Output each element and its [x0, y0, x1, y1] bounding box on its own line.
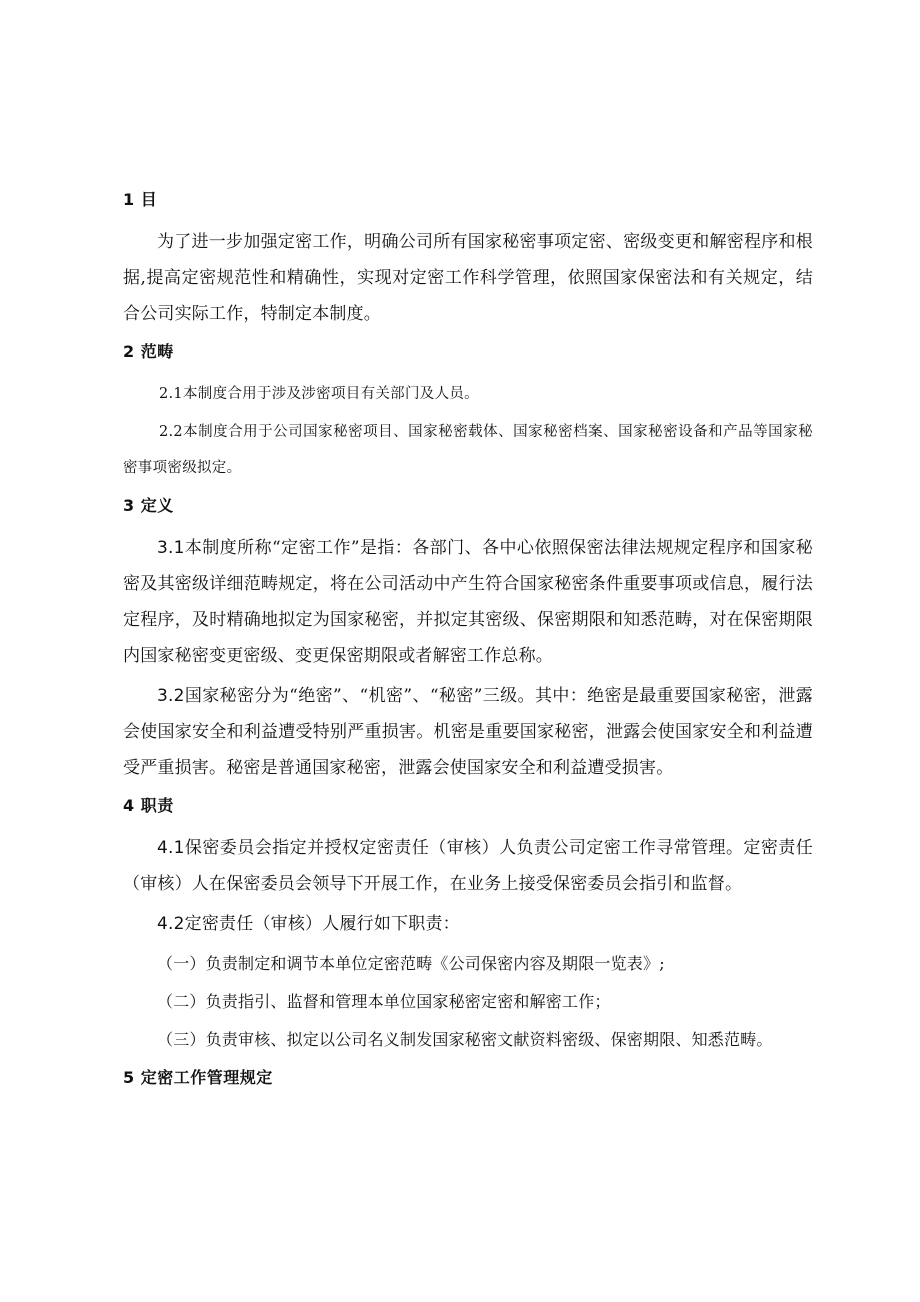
- section-4-heading: 4 职责: [123, 796, 174, 815]
- duty-item-1: （一）负责制定和调节本单位定密范畴《公司保密内容及期限一览表》;: [157, 954, 665, 973]
- clause-number-2-1: 2.1: [159, 386, 183, 402]
- clause-number-2-2: 2.2: [159, 424, 183, 440]
- section-1-paragraph: 为了进一步加强定密工作，明确公司所有国家秘密事项定密、密级变更和解密程序和根据,提高定密规范性和精确性，实现对定密工作科学管理，依照国家保密法和有关规定，结合公司实际工作，特制定本制度。: [123, 232, 813, 324]
- clause-number-4-2: 4.2: [157, 914, 185, 934]
- clause-number-3-1: 3.1: [157, 538, 185, 558]
- section-2-1-paragraph: [123, 376, 813, 412]
- section-4-2-paragraph: [123, 906, 813, 942]
- clause-number-3-2: 3.2: [157, 686, 185, 706]
- clause-number-4-1: 4.1: [157, 838, 185, 858]
- clause-text-3-2: 国家秘密分为“绝密”、“机密”、“秘密”三级。其中：绝密是最重要国家秘密，泄露会使国家安全和利益遭受特别严重损害。机密是重要国家秘密，泄露会使国家安全和利益遭受严重损害。秘密是普通国家秘密，泄露会使国家安全和利益遭受损害。: [123, 686, 813, 778]
- section-2-heading: 2 范畴: [123, 342, 174, 361]
- section-5-heading: 5 定密工作管理规定: [123, 1068, 273, 1087]
- section-3-2-paragraph: [123, 678, 813, 786]
- section-3-1-paragraph: [123, 530, 813, 674]
- duty-item-3: （三）负责审核、拟定以公司名义制发国家秘密文献资料密级、保密期限、知悉范畴。: [157, 1030, 773, 1049]
- clause-text-2-1: 本制度合用于涉及涉密项目有关部门及人员。: [182, 386, 479, 402]
- clause-text-3-1: 本制度所称“定密工作”是指：各部门、各中心依照保密法律法规规定程序和国家秘密及其密级详细范畴规定，将在公司活动中产生符合国家秘密条件重要事项或信息，履行法定程序，及时精确地拟定为国家秘密，并拟定其密级、保密期限和知悉范畴，对在保密期限内国家秘密变更密级、变更保密期限或者解密工作总称。: [123, 538, 813, 666]
- clause-text-2-2: 本制度合用于公司国家秘密项目、国家秘密载体、国家秘密档案、国家秘密设备和产品等国家秘密事项密级拟定。: [123, 424, 813, 476]
- section-2-2-paragraph: [123, 414, 813, 486]
- clause-text-4-1: 保密委员会指定并授权定密责任（审核）人负责公司定密工作寻常管理。定密责任（审核）人在保密委员会领导下开展工作，在业务上接受保密委员会指引和监督。: [123, 838, 813, 894]
- section-1-heading: 1 目: [123, 190, 158, 209]
- duty-item-2: （二）负责指引、监督和管理本单位国家秘密定密和解密工作；: [157, 992, 611, 1011]
- section-3-heading: 3 定义: [123, 496, 174, 515]
- document-page: [123, 186, 813, 1102]
- section-4-1-paragraph: [123, 830, 813, 902]
- clause-text-4-2: 定密责任（审核）人履行如下职责：: [184, 914, 460, 934]
